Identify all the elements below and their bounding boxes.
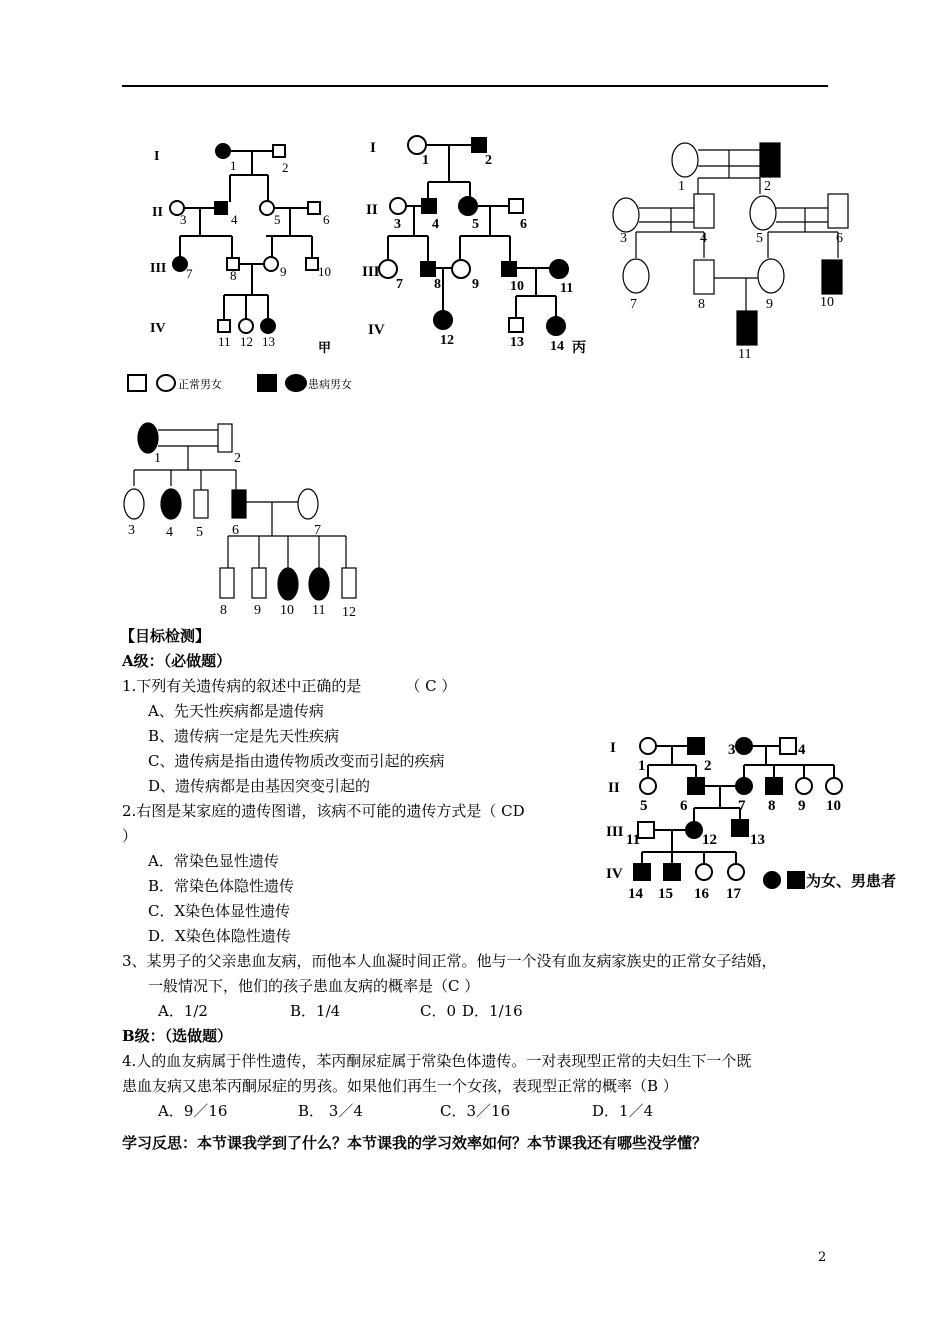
d-3 (124, 489, 144, 519)
d-id-5: 5 (196, 525, 203, 540)
section-title: 【目标检测】 (120, 627, 211, 645)
c-8 (694, 260, 714, 294)
q2-4 (780, 738, 796, 754)
d-9 (252, 568, 266, 598)
jia-id-10: 10 (318, 264, 331, 279)
jia-4 (215, 202, 227, 214)
q2-10 (826, 778, 842, 794)
bing-13 (509, 318, 523, 332)
legend-affected-label: 患病男女 (308, 379, 352, 391)
q2-5 (640, 778, 656, 794)
q4-option-d: D．1／4 (592, 1102, 654, 1120)
q2-13 (732, 820, 748, 836)
level-a-label: A级：（必做题） (122, 652, 232, 670)
d-id-1: 1 (154, 451, 161, 466)
bing-7 (379, 260, 397, 278)
d-6 (232, 490, 246, 518)
d-id-6: 6 (232, 523, 239, 538)
bing-1 (408, 136, 426, 154)
jia-13 (261, 319, 275, 333)
bing-gen-4: IV (368, 322, 385, 338)
q1-answer: （ C ） (405, 677, 457, 695)
jia-12 (239, 319, 253, 333)
bing-gen-2: II (366, 202, 378, 218)
q2-id-7: 7 (738, 798, 746, 814)
q2-2 (688, 738, 704, 754)
c-id-9: 9 (766, 297, 773, 312)
jia-gen-2: II (152, 205, 163, 220)
q1-stem (122, 676, 456, 696)
c-id-11: 11 (738, 347, 752, 362)
d-8 (220, 568, 234, 598)
pedigree-d (116, 420, 376, 622)
d-id-10: 10 (280, 603, 294, 618)
bing-id-10: 10 (510, 279, 524, 294)
jia-id-7: 7 (186, 266, 193, 281)
q4-option-a: A．9／16 (158, 1102, 228, 1120)
header-rule (122, 85, 828, 87)
q2-9 (796, 778, 812, 794)
d-id-7: 7 (314, 523, 321, 538)
bing-id-4: 4 (432, 217, 439, 232)
c-id-10: 10 (820, 295, 834, 310)
jia-id-4: 4 (231, 212, 238, 227)
q2-id-11: 11 (626, 832, 641, 848)
c-id-5: 5 (756, 231, 763, 246)
c-9 (758, 259, 784, 293)
q2-legend-female-symbol (764, 872, 780, 888)
q2-16 (696, 864, 712, 880)
reflection-prompt: 学习反思：本节课我学到了什么？本节课我的学习效率如何？本节课我还有哪些没学懂？ (122, 1134, 708, 1152)
q2-14 (634, 864, 650, 880)
page-number: 2 (818, 1250, 827, 1265)
jia-10 (306, 258, 318, 270)
d-10 (278, 568, 298, 600)
jia-caption: 甲 (318, 340, 332, 355)
bing-10 (502, 262, 516, 276)
q3-option-d: D．1/16 (462, 1002, 523, 1020)
jia-gen-4: IV (150, 321, 166, 336)
bing-gen-1: I (370, 140, 376, 156)
legend-affected-male-symbol (258, 375, 276, 391)
jia-id-6: 6 (323, 212, 330, 227)
jia-gen-3: III (150, 261, 167, 276)
c-4 (694, 194, 714, 228)
q2-gen-4: IV (606, 866, 623, 882)
bing-14 (547, 317, 565, 335)
jia-id-9: 9 (280, 264, 287, 279)
bing-id-11: 11 (560, 281, 574, 296)
c-id-8: 8 (698, 297, 705, 312)
c-id-2: 2 (764, 179, 771, 194)
legend-normal-female-symbol (157, 375, 175, 391)
q4-line-1: 4.人的血友病属于伴性遗传，苯丙酮尿症属于常染色体遗传。一对表现型正常的夫妇生下一个既 (122, 1052, 752, 1070)
d-id-9: 9 (254, 603, 261, 618)
jia-9 (264, 257, 278, 271)
bing-id-12: 12 (440, 333, 454, 348)
c-3 (613, 198, 639, 232)
pedigree-bing (360, 128, 600, 358)
c-5 (750, 196, 776, 230)
q3-line-2: 一般情况下，他们的孩子患血友病的概率是（C ） (148, 977, 480, 995)
jia-5 (260, 201, 274, 215)
q4-line-2: 患血友病又患苯丙酮尿症的男孩。如果他们再生一个女孩，表现型正常的概率（B ） (122, 1077, 678, 1095)
bing-caption: 丙 (572, 341, 586, 356)
q2-gen-1: I (610, 740, 616, 756)
q3-line-1: 3、某男子的父亲患血友病，而他本人血凝时间正常。他与一个没有血友病家族史的正常女子结婚， (122, 952, 777, 970)
q2-gen-3: III (606, 824, 624, 840)
bing-3 (390, 198, 406, 214)
d-id-8: 8 (220, 603, 227, 618)
d-1 (138, 423, 158, 453)
q1-option-c: C、遗传病是指由遗传物质改变而引起的疾病 (148, 752, 445, 770)
c-id-3: 3 (620, 231, 627, 246)
pedigree-legend (126, 372, 406, 396)
pedigree-c (606, 136, 866, 368)
q2-7 (736, 778, 752, 794)
q3-option-a: A．1/2 (158, 1002, 208, 1020)
q2-gen-2: II (608, 780, 620, 796)
q2-option-d: D．X染色体隐性遗传 (148, 927, 291, 945)
bing-id-5: 5 (472, 217, 479, 232)
q2-15 (664, 864, 680, 880)
legend-normal-male-symbol (128, 375, 146, 391)
level-b-label: B级：（选做题） (122, 1027, 233, 1045)
c-10 (822, 260, 842, 294)
q1-option-a: A、先天性疾病都是遗传病 (148, 702, 324, 720)
q4-option-b: B． 3／4 (298, 1102, 363, 1120)
q2-option-c: C．X染色体显性遗传 (148, 902, 291, 920)
bing-id-9: 9 (472, 277, 479, 292)
jia-id-1: 1 (230, 158, 237, 173)
q3-option-b: B．1/4 (290, 1002, 341, 1020)
bing-id-7: 7 (396, 277, 403, 292)
bing-5 (459, 197, 477, 215)
jia-11 (218, 320, 230, 332)
bing-8 (421, 262, 435, 276)
bing-6 (509, 199, 523, 213)
jia-id-3: 3 (180, 212, 187, 227)
d-12 (342, 568, 356, 598)
jia-id-11: 11 (218, 334, 231, 349)
q2-id-9: 9 (798, 798, 806, 814)
jia-6 (308, 202, 320, 214)
q2-id-6: 6 (680, 798, 688, 814)
d-id-12: 12 (342, 605, 356, 620)
q2-option-a: A．常染色显性遗传 (148, 852, 279, 870)
c-id-6: 6 (836, 231, 843, 246)
jia-id-13: 13 (262, 334, 275, 349)
c-id-1: 1 (678, 179, 685, 194)
bing-9 (452, 260, 470, 278)
q2-1 (640, 738, 656, 754)
q2-option-b: B．常染色体隐性遗传 (148, 877, 295, 895)
jia-7 (173, 257, 187, 271)
bing-id-13: 13 (510, 335, 524, 350)
q2-id-3: 3 (728, 742, 736, 758)
q2-3 (736, 738, 752, 754)
q2-id-13: 13 (750, 832, 765, 848)
q1-stem-text: 1.下列有关遗传病的叙述中正确的是 (122, 677, 362, 695)
q2-17 (728, 864, 744, 880)
c-1 (672, 143, 698, 177)
q2-id-14: 14 (628, 886, 643, 902)
q2-stem-text: 2.右图是某家庭的遗传图谱，该病不可能的遗传方式是（ (122, 802, 497, 820)
c-11 (737, 311, 757, 345)
d-id-11: 11 (312, 603, 326, 618)
d-id-2: 2 (234, 451, 241, 466)
d-id-3: 3 (128, 523, 135, 538)
bing-id-6: 6 (520, 217, 527, 232)
q1-option-b: B、遗传病一定是先天性疾病 (148, 727, 340, 745)
d-id-4: 4 (166, 525, 173, 540)
jia-1 (216, 144, 230, 158)
bing-4 (422, 199, 436, 213)
q2-id-16: 16 (694, 886, 709, 902)
q2-6 (688, 778, 704, 794)
c-id-7: 7 (630, 297, 637, 312)
q2-stem (122, 801, 525, 821)
q2-id-15: 15 (658, 886, 673, 902)
q2-11 (638, 822, 654, 838)
bing-id-14: 14 (550, 339, 564, 354)
bing-id-3: 3 (394, 217, 401, 232)
bing-id-1: 1 (422, 153, 429, 168)
q2-stem-close: ） (122, 827, 138, 845)
q4-option-c: C．3／16 (440, 1102, 511, 1120)
q2-id-12: 12 (702, 832, 717, 848)
q1-option-d: D、遗传病都是由基因突变引起的 (148, 777, 371, 795)
q2-id-8: 8 (768, 798, 776, 814)
q3-option-c: C．0 (420, 1002, 457, 1020)
q2-id-4: 4 (798, 742, 806, 758)
pedigree-q2 (604, 732, 916, 904)
q2-answer: CD (501, 802, 525, 820)
d-11 (309, 568, 329, 600)
d-5 (194, 490, 208, 518)
q2-legend-text: 为女、男患者 (806, 874, 897, 890)
legend-normal-label: 正常男女 (178, 379, 222, 391)
bing-11 (550, 260, 568, 278)
q2-12 (686, 822, 702, 838)
bing-id-8: 8 (434, 277, 441, 292)
d-7 (298, 489, 318, 519)
jia-id-2: 2 (282, 160, 289, 175)
q2-id-2: 2 (704, 758, 712, 774)
bing-gen-3: III (362, 264, 380, 280)
bing-2 (472, 138, 486, 152)
jia-gen-1: I (154, 149, 160, 164)
pedigree-jia (140, 130, 340, 360)
c-7 (623, 259, 649, 293)
bing-id-2: 2 (485, 153, 492, 168)
c-2 (760, 143, 780, 177)
c-6 (828, 194, 848, 228)
d-2 (218, 424, 232, 452)
legend-affected-female-symbol (286, 375, 306, 391)
q2-id-17: 17 (726, 886, 741, 902)
jia-id-8: 8 (230, 268, 237, 283)
q2-id-10: 10 (826, 798, 841, 814)
c-id-4: 4 (700, 231, 707, 246)
q2-8 (766, 778, 782, 794)
d-4 (161, 489, 181, 519)
jia-id-12: 12 (240, 334, 253, 349)
jia-id-5: 5 (274, 212, 281, 227)
q2-legend-male-symbol (788, 872, 804, 888)
bing-12 (434, 311, 452, 329)
q2-id-1: 1 (638, 758, 646, 774)
jia-2 (273, 145, 285, 157)
q2-id-5: 5 (640, 798, 648, 814)
